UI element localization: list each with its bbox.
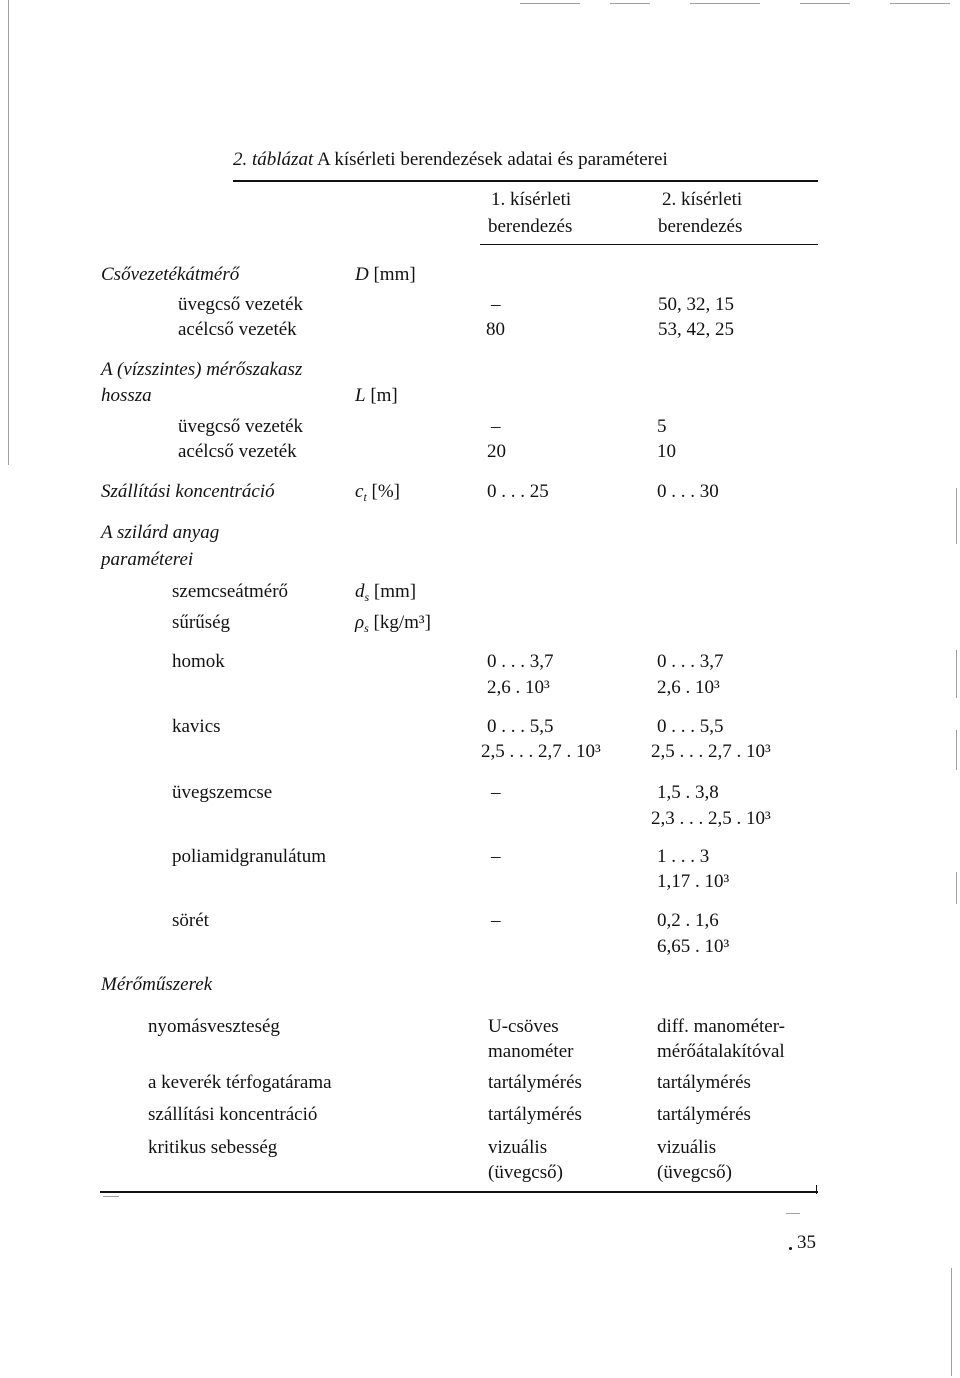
- cell-col2: 10: [657, 441, 676, 462]
- scan-artifact: [610, 3, 650, 4]
- cell-col2: 2,3 . . . 2,5 . 10³: [651, 808, 771, 829]
- scan-artifact: [690, 3, 760, 4]
- material-label: sörét: [172, 910, 209, 931]
- cell-col2: tartálymérés: [657, 1072, 751, 1093]
- material-label: poliamidgranulátum: [172, 846, 327, 867]
- cell-col1: tartálymérés: [488, 1104, 582, 1125]
- scan-artifact: [956, 488, 957, 544]
- scan-artifact: [520, 3, 580, 4]
- cell-col1: U-csöves: [488, 1016, 559, 1037]
- cell-col1: (üvegcső): [488, 1162, 563, 1183]
- unit-pipe-diameter: [355, 264, 416, 286]
- row-label: üvegcső vezeték: [178, 416, 304, 437]
- cell-col1: –: [491, 910, 501, 931]
- instrument-label: nyomásveszteség: [148, 1016, 280, 1037]
- header-rule: [480, 244, 818, 245]
- unit-text: [m]: [370, 385, 398, 406]
- cell-col2: 6,65 . 10³: [657, 936, 730, 957]
- unit-text: [mm]: [373, 264, 416, 285]
- cell-col2: 50, 32, 15: [658, 294, 734, 315]
- instrument-label: a keverék térfogatárama: [148, 1072, 332, 1093]
- unit-grain-size: [355, 581, 416, 603]
- table-caption: [233, 149, 668, 171]
- cell-col1: 80: [486, 319, 505, 340]
- scan-artifact: [951, 1268, 952, 1376]
- cell-col1: tartálymérés: [488, 1072, 582, 1093]
- cell-col1: 2,5 . . . 2,7 . 10³: [481, 741, 601, 762]
- cell-col2: 1,5 . 3,8: [657, 782, 719, 803]
- section-label-length-line1: A (vízszintes) mérőszakasz: [101, 359, 303, 380]
- instrument-label: szállítási koncentráció: [148, 1104, 318, 1125]
- material-label: homok: [172, 651, 225, 672]
- unit-subscript: s: [364, 590, 370, 604]
- cell-col1: –: [491, 416, 501, 437]
- header-col2-line1: 2. kísérleti: [662, 189, 743, 210]
- section-label-concentration: Szállítási koncentráció: [101, 481, 275, 502]
- cell-col1: vizuális: [488, 1137, 548, 1158]
- cell-col1: 2,6 . 10³: [487, 677, 550, 698]
- header-col1-line2: berendezés: [488, 216, 573, 237]
- page-number: 35: [797, 1232, 816, 1253]
- cell-col2: 1 . . . 3: [657, 846, 710, 867]
- row-label-density: sűrűség: [172, 612, 231, 633]
- section-label-solid-line2: paraméterei: [101, 549, 194, 570]
- unit-concentration: [355, 481, 400, 503]
- cell-col2: 1,17 . 10³: [657, 871, 730, 892]
- cell-col2: 0 . . . 3,7: [657, 651, 724, 672]
- material-label: üvegszemcse: [172, 782, 273, 803]
- row-label-grain-size: szemcseátmérő: [172, 581, 289, 602]
- unit-density: [355, 612, 431, 634]
- section-label-solid-line1: A szilárd anyag: [101, 522, 220, 543]
- header-col2-line2: berendezés: [658, 216, 743, 237]
- cell-col1: 0 . . . 3,7: [487, 651, 554, 672]
- material-label: kavics: [172, 716, 221, 737]
- section-label-length-line2: hossza: [101, 385, 152, 406]
- cell-col2: tartálymérés: [657, 1104, 751, 1125]
- unit-symbol: L: [355, 385, 366, 406]
- cell-col1: 20: [487, 441, 506, 462]
- header-col1-line1: 1. kísérleti: [491, 189, 572, 210]
- scan-artifact: [103, 1196, 119, 1197]
- cell-col2: mérőátalakítóval: [657, 1041, 785, 1062]
- cell-col1: –: [491, 846, 501, 867]
- cell-col2: 0,2 . 1,6: [657, 910, 719, 931]
- cell-col1: –: [491, 294, 501, 315]
- table-caption-number: 2. táblázat: [233, 149, 314, 170]
- unit-symbol: c: [355, 481, 364, 502]
- cell-col2: diff. manométer-: [657, 1016, 785, 1037]
- unit-text: [kg/m³]: [373, 612, 431, 633]
- table-caption-title: A kísérleti berendezések adatai és paraméterei: [316, 149, 668, 170]
- cell-col2: 0 . . . 30: [657, 481, 719, 502]
- unit-symbol: D: [355, 264, 369, 285]
- cell-col2: 2,5 . . . 2,7 . 10³: [651, 741, 771, 762]
- cell-col2: (üvegcső): [657, 1162, 732, 1183]
- scan-artifact: [956, 650, 957, 698]
- scan-artifact: [956, 730, 957, 770]
- cell-col2: vizuális: [657, 1137, 717, 1158]
- section-label-instruments: Mérőműszerek: [101, 974, 213, 995]
- scan-artifact: [890, 3, 950, 4]
- cell-col2: 5: [657, 416, 667, 437]
- unit-text: [mm]: [373, 581, 417, 602]
- scan-artifact: [8, 0, 9, 465]
- cell-col1: 0 . . . 25: [487, 481, 549, 502]
- cell-col1: 0 . . . 5,5: [487, 716, 554, 737]
- unit-symbol: ρ: [355, 612, 365, 633]
- bottom-rule: [100, 1191, 818, 1193]
- cell-col2: 0 . . . 5,5: [657, 716, 724, 737]
- row-label: üvegcső vezeték: [178, 294, 304, 315]
- top-rule: [233, 180, 818, 182]
- scan-artifact: [956, 872, 957, 904]
- cell-col2: 53, 42, 25: [658, 319, 734, 340]
- unit-text: [%]: [371, 481, 401, 502]
- scan-artifact: [800, 3, 850, 4]
- row-label: acélcső vezeték: [178, 319, 297, 340]
- scan-speck: [789, 1247, 792, 1250]
- cell-col1: manométer: [488, 1041, 574, 1062]
- unit-symbol: d: [355, 581, 365, 602]
- section-label-pipe-diameter: Csővezetékátmérő: [101, 264, 240, 285]
- unit-subscript: t: [363, 490, 367, 504]
- scan-artifact: [786, 1213, 800, 1214]
- cell-col2: 2,6 . 10³: [657, 677, 720, 698]
- row-label: acélcső vezeték: [178, 441, 297, 462]
- cell-col1: –: [491, 782, 501, 803]
- scan-artifact: [816, 1185, 817, 1194]
- unit-subscript: s: [364, 621, 369, 635]
- unit-section-length: [355, 385, 398, 407]
- instrument-label: kritikus sebesség: [148, 1137, 278, 1158]
